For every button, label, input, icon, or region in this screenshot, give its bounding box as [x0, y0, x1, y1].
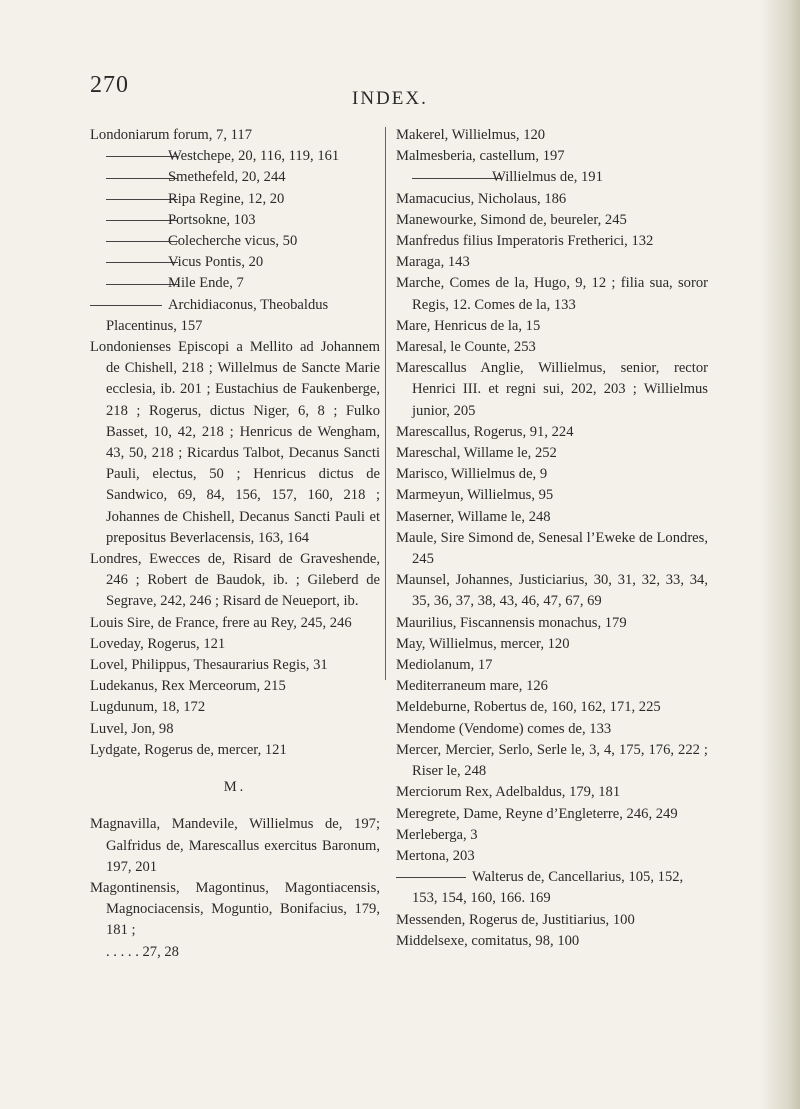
- index-entry: Marisco, Willielmus de, 9: [396, 466, 548, 483]
- index-entry: May, Willielmus, mercer, 120: [396, 635, 570, 652]
- index-entry: Middelsexe, comitatus, 98, 100: [396, 932, 580, 949]
- index-entry: Meregrete, Dame, Reyne d’Engleterre, 246, 249: [396, 805, 678, 822]
- index-entry: Magontinensis, Magontinus, Magontiacensis, Magnociacensis, Moguntio, Bonifacius, 179, 181 ;: [90, 879, 380, 939]
- index-entry: Londonienses Episcopi a Mellito ad Johannem de Chishell, 218 ; Willelmus de Sancte Marie ecclesia, ib. 201 ; Eustachius de Faukenberge, 218 ; Rogerus, dictus Niger, 6, 8 ; Fulko Basset, 10, 42, 218 ; Henricus de Wengham, 43, 50, 218 ; Ricardus Talbot, Decanus Sancti Pauli, electus, 50 ; Henricus dictus de Sandwico, 69, 84, 156, 157, 160, 218 ; Johannes de Chishell, Decanus Sancti Pauli et prepositus Beverlacensis, 163, 164: [90, 339, 380, 546]
- index-entry: Lugdunum, 18, 172: [90, 699, 206, 716]
- index-entry: Maresal, le Counte, 253: [396, 339, 536, 356]
- index-entry: Loveday, Rogerus, 121: [90, 635, 226, 652]
- index-entry: Maule, Sire Simond de, Senesal l’Eweke de Londres, 245: [396, 529, 708, 568]
- index-entry: Lovel, Philippus, Thesaurarius Regis, 31: [90, 657, 328, 674]
- index-subentry: Vicus Pontis, 20: [90, 252, 380, 273]
- index-entry: Meldeburne, Robertus de, 160, 162, 171, 225: [396, 699, 661, 716]
- index-entry: Marescallus Anglie, Willielmus, senior, rector Henrici III. et regni sui, 202, 203 ; Willielmus junior, 205: [396, 360, 708, 419]
- index-entry: Makerel, Willielmus, 120: [396, 127, 546, 143]
- ditto-dash: [396, 877, 466, 878]
- index-entry: Mendome (Vendome) comes de, 133: [396, 720, 612, 737]
- index-subentry: Willielmus de, 191: [396, 167, 708, 188]
- index-entry: Mare, Henricus de la, 15: [396, 317, 541, 334]
- index-subentry: Walterus de, Cancellarius, 105, 152, 153, 154, 160, 166. 169: [396, 867, 708, 909]
- index-entry: Merciorum Rex, Adelbaldus, 179, 181: [396, 784, 621, 801]
- index-entry: Louis Sire, de France, frere au Rey, 245, 246: [90, 614, 352, 631]
- ditto-dash: [412, 178, 502, 179]
- index-subentry: Portsokne, 103: [90, 210, 380, 231]
- index-subentry: Westchepe, 20, 116, 119, 161: [90, 146, 380, 167]
- index-entry: Mertona, 203: [396, 847, 475, 864]
- index-subentry: Smethefeld, 20, 244: [90, 167, 380, 188]
- index-entry: Marche, Comes de la, Hugo, 9, 12 ; filia sua, soror Regis, 12. Comes de la, 133: [396, 275, 708, 313]
- index-entry: Magnavilla, Mandevile, Willielmus de, 197; Galfridus de, Marescallus exercitus Baronum, 197, 201: [90, 816, 380, 875]
- index-entry: Messenden, Rogerus de, Justitiarius, 100: [396, 911, 635, 928]
- index-subentry: Colecherche vicus, 50: [90, 231, 380, 252]
- index-entry: Lydgate, Rogerus de, mercer, 121: [90, 741, 287, 758]
- index-entry: Londoniarum forum, 7, 117: [90, 127, 252, 143]
- index-entry: Maserner, Willame le, 248: [396, 508, 551, 525]
- index-entry: Maurilius, Fiscannensis monachus, 179: [396, 614, 627, 631]
- index-entry: Mamacucius, Nicholaus, 186: [396, 190, 567, 207]
- index-subentry: Mile Ende, 7: [90, 273, 380, 294]
- index-entry: Maraga, 143: [396, 254, 470, 271]
- right-column: [396, 125, 708, 952]
- ditto-dash: [90, 305, 162, 306]
- index-entry: Marmeyun, Willielmus, 95: [396, 487, 554, 504]
- index-entry: Malmesberia, castellum, 197: [396, 148, 565, 165]
- index-entry: Mercer, Mercier, Serlo, Serle le, 3, 4, 175, 176, 222 ; Riser le, 248: [396, 741, 708, 780]
- index-entry: Mareschal, Willame le, 252: [396, 445, 557, 462]
- left-column: [90, 125, 380, 963]
- page-edge-shadow: [760, 0, 800, 1109]
- index-entry: Manfredus filius Imperatoris Fretherici, 132: [396, 233, 654, 250]
- index-entry: Manewourke, Simond de, beureler, 245: [396, 211, 627, 228]
- index-entry: Maunsel, Johannes, Justiciarius, 30, 31, 32, 33, 34, 35, 36, 37, 38, 43, 46, 47, 67, 69: [396, 572, 708, 610]
- section-letter: M.: [223, 779, 247, 796]
- page-number: 270: [90, 72, 129, 98]
- index-entry: Luvel, Jon, 98: [90, 720, 174, 737]
- index-entry: Mediterraneum mare, 126: [396, 678, 548, 695]
- index-entry: Ludekanus, Rex Merceorum, 215: [90, 678, 286, 695]
- index-subentry: Ripa Regine, 12, 20: [90, 189, 380, 210]
- index-entry: Merleberga, 3: [396, 826, 478, 843]
- column-divider: [385, 127, 386, 680]
- index-entry-continuation: . . . . . 27, 28: [106, 943, 179, 960]
- index-subentry: Archidiaconus, Theobaldus Placentinus, 157: [90, 295, 380, 337]
- page-title: INDEX.: [352, 88, 428, 109]
- index-entry: Mediolanum, 17: [396, 657, 493, 674]
- index-entry: Marescallus, Rogerus, 91, 224: [396, 423, 574, 440]
- index-entry: Londres, Ewecces de, Risard de Graveshende, 246 ; Robert de Baudok, ib. ; Gileberd de Segrave, 242, 246 ; Risard de Neueport, ib.: [90, 551, 380, 610]
